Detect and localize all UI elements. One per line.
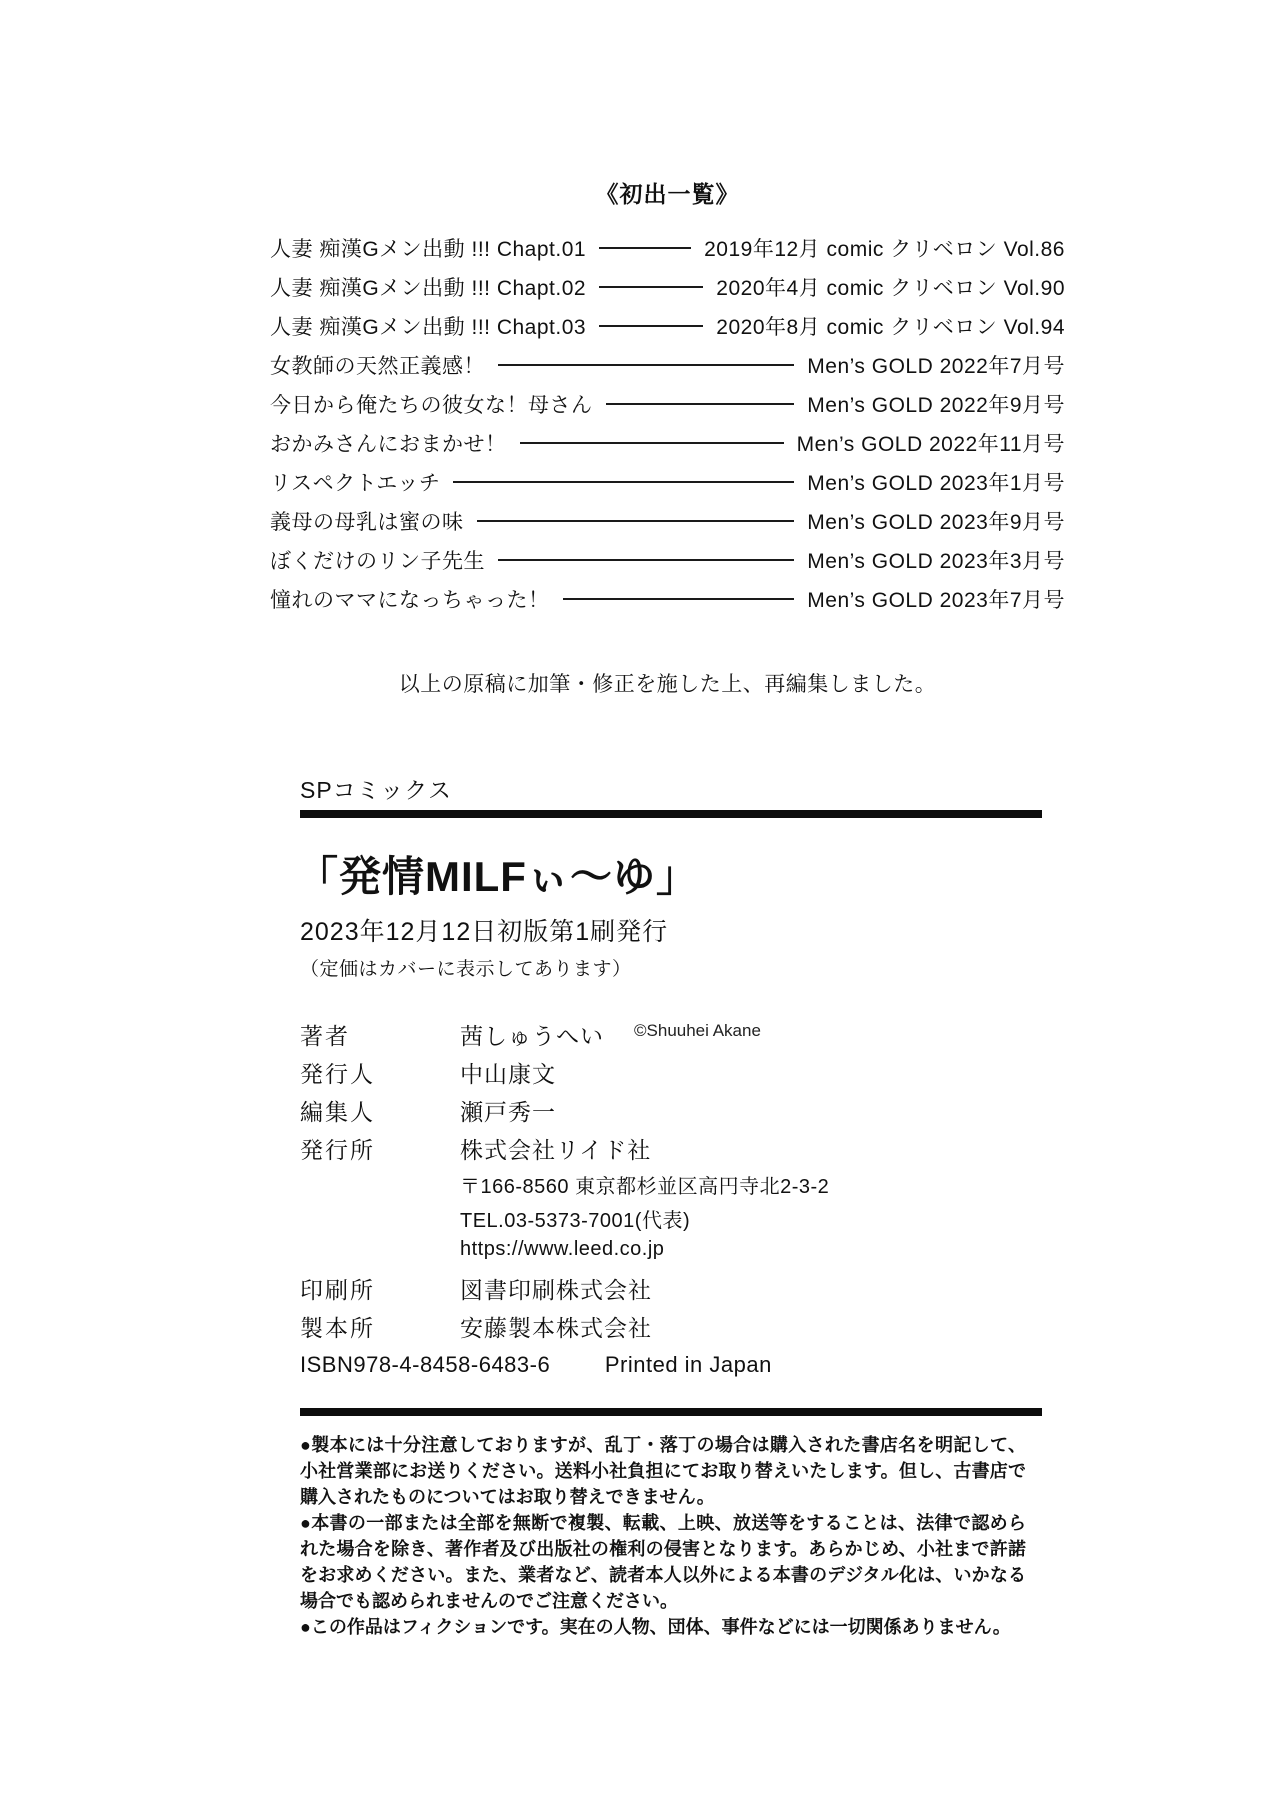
source-label: Men’s GOLD 2023年9月号 <box>807 511 1065 534</box>
credit-row-publisher-person <box>300 1056 1045 1086</box>
list-item <box>270 431 1065 455</box>
source-label: Men’s GOLD 2023年1月号 <box>807 472 1065 495</box>
credit-row-publisher <box>300 1132 1045 1162</box>
list-item <box>270 587 1065 611</box>
copyright-notice: ©Shuuhei Akane <box>634 1021 761 1040</box>
source-label: 2019年12月 comic クリベロン Vol.86 <box>704 238 1065 261</box>
legal-notices <box>300 1432 1026 1640</box>
publisher-person-name: 中山康文 <box>460 1061 556 1087</box>
credits-block <box>300 1018 1045 1348</box>
publisher-name: 株式会社リイド社 <box>460 1137 652 1163</box>
edition-date: 2023年12月12日初版第1刷発行 <box>300 918 669 946</box>
leader-line <box>563 598 795 600</box>
publisher-person-label: 発行人 <box>300 1061 375 1087</box>
list-item <box>270 548 1065 572</box>
leader-line <box>599 325 703 327</box>
list-item <box>270 470 1065 494</box>
publisher-address: 〒166-8560 東京都杉並区高円寺北2-3-2 <box>460 1176 830 1198</box>
work-title: おかみさんにおまかせ！ <box>270 433 507 456</box>
work-title: 人妻 痴漢Gメン出動 !!! Chapt.03 <box>270 316 587 339</box>
work-title: リスペクトエッチ <box>270 472 441 495</box>
legal-paragraph-returns: ●製本には十分注意しておりますが、乱丁・落丁の場合は購入された書店名を明記して、小社営業部にお送りください。送料小社負担にてお取り替えいたします。但し、古書店で購入されたものについてはお取り替えできません。 <box>300 1435 1026 1507</box>
separator-bar-bottom <box>300 1408 1042 1416</box>
leader-line <box>453 481 794 483</box>
credit-row-editor <box>300 1094 1045 1124</box>
binder-name: 安藤製本株式会社 <box>460 1315 652 1341</box>
author-name: 茜しゅうへい <box>460 1023 604 1049</box>
isbn-line <box>300 1352 772 1378</box>
list-item <box>270 509 1065 533</box>
leader-line <box>599 247 691 249</box>
source-label: Men’s GOLD 2022年7月号 <box>807 355 1065 378</box>
work-title: 人妻 痴漢Gメン出動 !!! Chapt.01 <box>270 238 587 261</box>
list-item <box>270 353 1065 377</box>
credit-row-author <box>300 1018 1045 1048</box>
source-label: Men’s GOLD 2023年7月号 <box>807 589 1065 612</box>
printed-in-japan: Printed in Japan <box>604 1352 772 1377</box>
leader-line <box>498 364 794 366</box>
leader-line <box>477 520 795 522</box>
source-label: Men’s GOLD 2022年9月号 <box>807 394 1065 417</box>
work-title: 憧れのママになっちゃった！ <box>270 589 550 612</box>
credit-row-printer <box>300 1272 1045 1302</box>
legal-paragraph-copyright: ●本書の一部または全部を無断で複製、転載、上映、放送等をすることは、法律で認められた場合を除き、著作者及び出版社の権利の侵害となります。あらかじめ、小社まで許諾をお求めください。また、業者など、読者本人以外による本書のデジタル化は、いかなる場合でも認められませんのでご注意ください。 <box>300 1513 1026 1611</box>
editor-name: 瀬戸秀一 <box>460 1099 556 1125</box>
publisher-details <box>460 1170 1045 1272</box>
leader-line <box>606 403 795 405</box>
source-label: Men’s GOLD 2023年3月号 <box>807 550 1065 573</box>
first-publication-list <box>270 236 1065 611</box>
work-title: 今日から俺たちの彼女な！母さん <box>270 394 593 417</box>
printer-label: 印刷所 <box>300 1277 375 1303</box>
list-item <box>270 392 1065 416</box>
binder-label: 製本所 <box>300 1315 375 1341</box>
printer-name: 図書印刷株式会社 <box>460 1277 652 1303</box>
list-item <box>270 236 1065 260</box>
source-label: 2020年4月 comic クリベロン Vol.90 <box>716 277 1065 300</box>
author-label: 著者 <box>300 1023 350 1049</box>
work-title: 人妻 痴漢Gメン出動 !!! Chapt.02 <box>270 277 587 300</box>
price-note: （定価はカバーに表示してあります） <box>300 959 632 980</box>
publisher-tel: TEL.03-5373-7001(代表) <box>460 1210 691 1232</box>
list-item <box>270 275 1065 299</box>
source-label: Men’s GOLD 2022年11月号 <box>796 433 1065 456</box>
list-item <box>270 314 1065 338</box>
work-title: 義母の母乳は蜜の味 <box>270 511 464 534</box>
source-label: 2020年8月 comic クリベロン Vol.94 <box>716 316 1065 339</box>
revision-note: 以上の原稿に加筆・修正を施した上、再編集しました。 <box>398 673 937 696</box>
book-title: 「発情MILFぃ～ゆ」 <box>296 853 699 900</box>
legal-paragraph-fiction: ●この作品はフィクションです。実在の人物、団体、事件などには一切関係ありません。 <box>300 1617 1011 1637</box>
publisher-url: https://www.leed.co.jp <box>460 1238 665 1260</box>
first-publication-title: 《初出一覧》 <box>595 181 740 207</box>
publisher-label: 発行所 <box>300 1137 375 1163</box>
credit-row-binder <box>300 1310 1045 1340</box>
editor-label: 編集人 <box>300 1099 375 1125</box>
leader-line <box>599 286 703 288</box>
separator-bar-top <box>300 810 1042 818</box>
work-title: ぼくだけのリン子先生 <box>270 550 485 573</box>
leader-line <box>520 442 784 444</box>
work-title: 女教師の天然正義感！ <box>270 355 485 378</box>
isbn-number: ISBN978-4-8458-6483-6 <box>300 1352 551 1377</box>
series-name: SPコミックス <box>300 777 452 803</box>
leader-line <box>498 559 794 561</box>
